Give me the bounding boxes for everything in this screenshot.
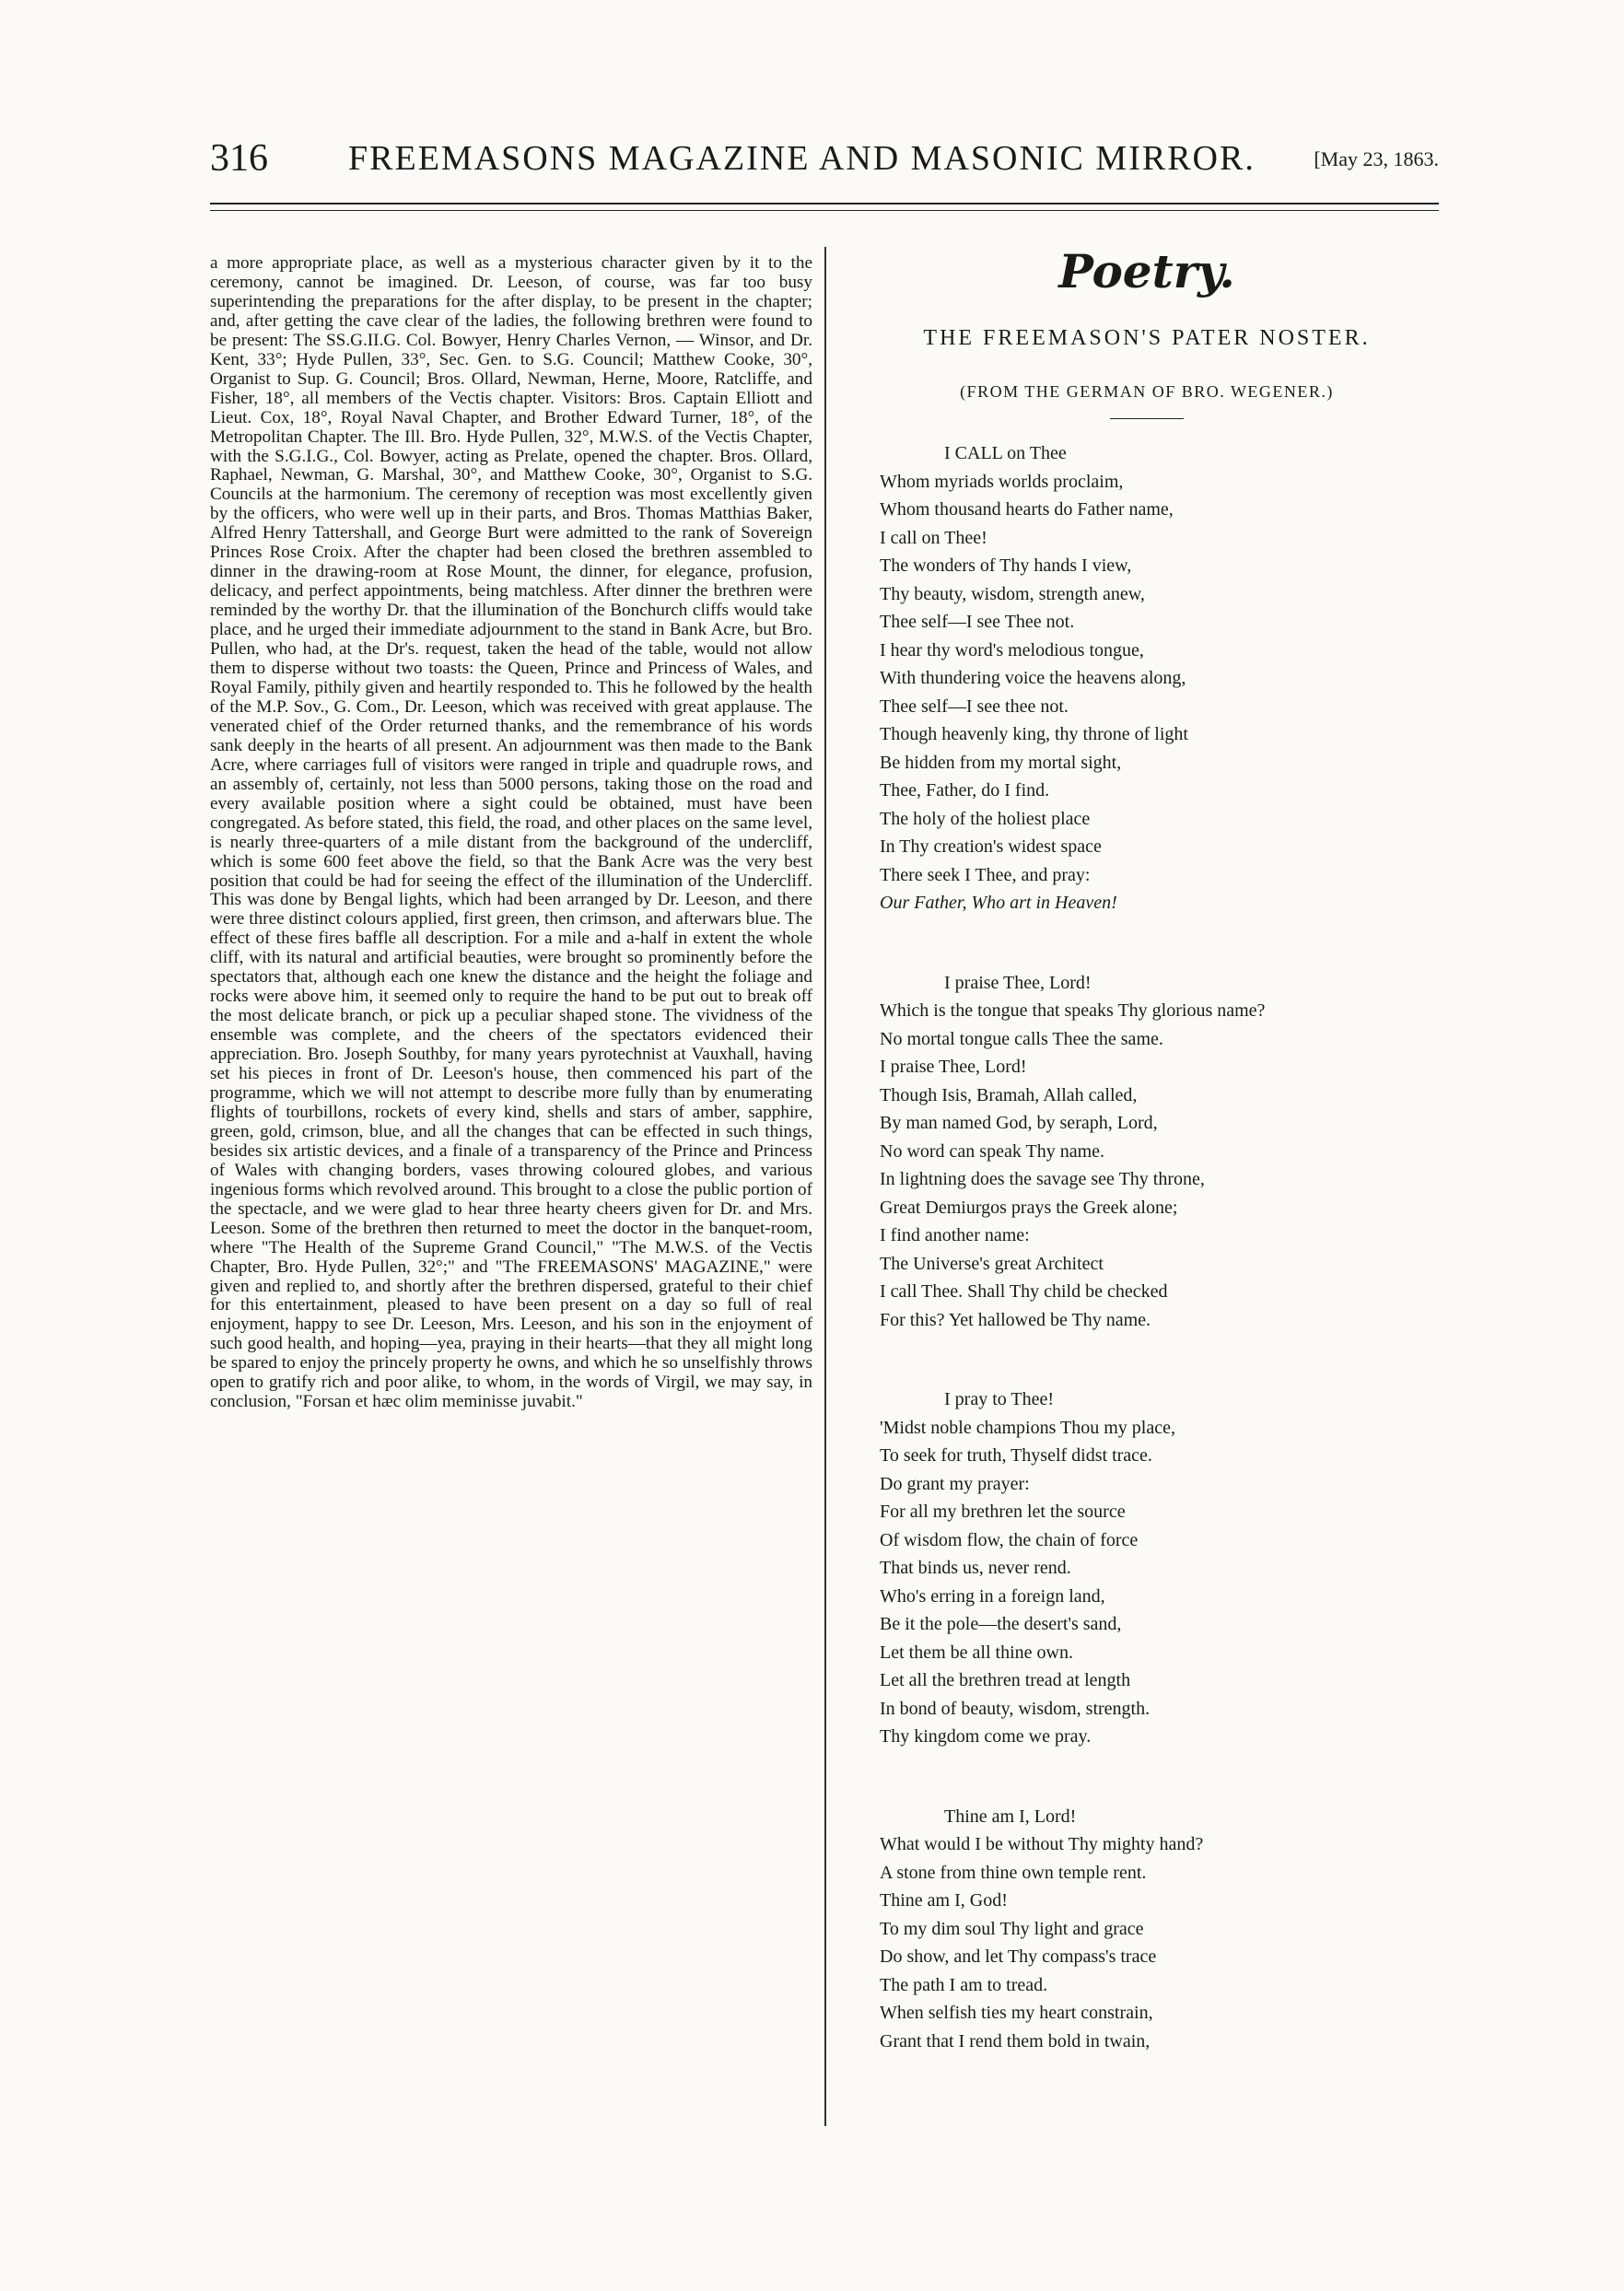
poem-line: I call on Thee! — [880, 527, 987, 548]
poem-stanza — [880, 1803, 1432, 2056]
poetry-section-heading: Poetry. — [1058, 244, 1235, 298]
poem-line: In bond of beauty, wisdom, strength. — [880, 1698, 1151, 1719]
poem-line: Whom myriads worlds proclaim, — [880, 471, 1124, 492]
article-paragraph: a more appropriate place, as well as a mysterious character given by it to the ceremony, cannot be imagined. Dr. Leeson, of course, was far too busy superintending the preparations for the after display, to be present in the chapter; and, after getting the cave clear of the ladies, the following brethren were found to be present: The SS.G.II.G. Col. Bowyer, Henry Charles Vernon, — Winsor, and Dr. Kent, 33°; Hyde Pullen, 33°, Sec. Gen. to S.G. Council; Matthew Cooke, 30°, Organist to Sup. G. Council; Bros. Ollard, Newman, Herne, Moore, Ratcliffe, and Fisher, 18°, all members of the Vectis chapter. Visitors: Bros. Captain Elliott and Lieut. Cox, 18°, Royal Naval Chapter, and Brother Edward Turner, 18°, of the Metropolitan Chapter. The Ill. Bro. Hyde Pullen, 32°, M.W.S. of the Vectis Chapter, with the S.G.I.G., Col. Bowyer, acting as Prelate, opened the chapter. Bros. Ollard, Raphael, Newman, G. Marshal, 30°, and Matthew Cooke, 30°, Organist to S.G. Councils at the harmonium. The ceremony of reception was most excellently given by the officers, who were well up in their parts, and Bros. Thomas Matthias Baker, Alfred Henry Tattershall, and George Burt were admitted to the rank of Sovereign Princes Rose Croix. After the chapter had been closed the brethren assembled to dinner in the drawing-room at Rose Mount, the dinner, for elegance, profusion, delicacy, and perfect appointments, being matchless. After dinner the brethren were reminded by the worthy Dr. that the illumination of the Bonchurch cliffs would take place, and he urged their immediate adjournment to the stand in Bank Acre, but Bro. Pullen, who had, at the Dr's. request, taken the head of the table, would not allow them to disperse without two toasts: the Queen, Prince and Princess of Wales, and Royal Family, pithily given and heartily responded to. This he followed by the health of the M.P. Sov., G. Com., Dr. Leeson, which was received with great applause. The venerated chief of the Order returned thanks, and the remembrance of his words sank deeply in the hearts of all present. An adjournment was then made to the Bank Acre, where carriages full of visitors were ranged in triple and quadruple rows, and an assembly of, certainly, not less than 5000 persons, taking those on the road and every available position where a sight could be obtained, must have been congregated. As before stated, this field, the road, and other places on the same level, is nearly three-quarters of a mile distant from the background of the undercliff, which is some 600 feet above the field, so that the Bank Acre was the very best position that could be had for seeing the effect of the illumination of the Undercliff. This was done by Bengal lights, which had been arranged by Dr. Leeson, and there were three distinct colours applied, first green, then crimson, and afterwars blue. The effect of these fires baffle all description. For a mile and a-half in extent the whole cliff, with its natural and artificial beauties, were brought so prominently before the spectators that, although each one knew the distance and the height the foliage and rocks were above him, it seemed only to require the hand to be put out to break off the most delicate branch, or pick up a peculiar shaped stone. The vividness of the ensemble was complete, and the cheers of the spectators evidenced their appreciation. Bro. Joseph Southby, for many years pyrotechnist at Vauxhall, having set his pieces in front of Dr. Leeson's house, then commenced his part of the programme, which we will not attempt to describe more fully than by enumerating flights of tourbillons, rockets of every kind, shells and stars of amber, sapphire, green, gold, crimson, blue, and all the changes that can be effected in such things, besides six artistic devices, and a finale of a transparency of the Prince and Princess of Wales with changing borders, vases throwing coloured globes, and various ingenious forms which revolved around. This brought to a close the public portion of the spectacle, and we were glad to hear three hearty cheers given for Dr. and Mrs. Leeson. Some of the brethren then returned to meet the doctor in the banquet-room, where "The Health of the Supreme Grand Council," "The M.W.S. of the Vectis Chapter, Bro. Hyde Pullen, 32°;" and "The FREEMASONS' MAGAZINE," were given and replied to, and shortly after the brethren dispersed, grateful to their chief for this entertainment, pleased to have been present on a day so full of real enjoyment, happy to see Dr. Leeson, Mrs. Leeson, and his son in the enjoyment of such good health, and hoping—yea, praying in their hearts—that they all might long be spared to enjoy the princely property he owns, and which he so unselfishly throws open to gratify rich and poor alike, to whom, in the words of Virgil, we may say, in conclusion, "Forsan et hæc olim meminisse juvabit." — [210, 253, 812, 1412]
poem-line: That binds us, never rend. — [880, 1558, 1071, 1578]
poem-line: Who's erring in a foreign land, — [880, 1585, 1105, 1607]
poem-stanza — [880, 1385, 1432, 1751]
poem-line: Be hidden from my mortal sight, — [880, 752, 1122, 773]
poem-line: Thine am I, Lord! — [944, 1806, 1077, 1827]
poem-line: Though Isis, Bramah, Allah called, — [880, 1084, 1138, 1105]
poem-line: Great Demiurgos prays the Greek alone; — [880, 1197, 1178, 1218]
poem-line: Thy beauty, wisdom, strength anew, — [880, 583, 1145, 604]
poem-subtitle: (FROM THE GERMAN OF BRO. WEGENER.) — [960, 382, 1334, 401]
poem-line: Be it the pole—the desert's sand, — [880, 1614, 1122, 1634]
poem-line: Let all the brethren tread at length — [880, 1670, 1131, 1690]
header-rule-secondary — [210, 210, 1439, 211]
poem-line: For all my brethren let the source — [880, 1502, 1126, 1522]
poem-line: In lightning does the savage see Thy throne, — [880, 1169, 1205, 1189]
poem-line: Thee, Father, do I find. — [880, 780, 1050, 801]
poem-stanza — [880, 439, 1432, 918]
poetry-column — [861, 244, 1432, 2107]
poem-line: For this? Yet hallowed be Thy name. — [880, 1309, 1151, 1330]
poem-line: 'Midst noble champions Thou my place, — [880, 1417, 1175, 1438]
poem-line: Which is the tongue that speaks Thy glorious name? — [880, 1000, 1266, 1021]
poem-line: Do show, and let Thy compass's trace — [880, 1946, 1157, 1967]
poem-line: No word can speak Thy name. — [880, 1140, 1105, 1162]
poem-line: I find another name: — [880, 1225, 1030, 1245]
poem-line: The Universe's great Architect — [880, 1253, 1104, 1274]
poem-line: In Thy creation's widest space — [880, 836, 1102, 857]
poem-line: I praise Thee, Lord! — [880, 1057, 1027, 1077]
page-number: 316 — [210, 137, 268, 180]
poem-line: I hear thy word's melodious tongue, — [880, 639, 1144, 660]
poem-line: Of wisdom flow, the chain of force — [880, 1529, 1139, 1550]
poem-line: I CALL on Thee — [944, 443, 1067, 463]
masthead-title: FREEMASONS MAGAZINE AND MASONIC MIRROR. — [348, 139, 1256, 178]
poem-line: No mortal tongue calls Thee the same. — [880, 1028, 1163, 1049]
poem-line: Thee self—I see thee not. — [880, 695, 1069, 717]
poem-line: Thee self—I see Thee not. — [880, 612, 1075, 632]
poem-line: Thine am I, God! — [880, 1890, 1008, 1911]
poem-stanza — [880, 969, 1432, 1335]
poem-line: By man named God, by seraph, Lord, — [880, 1113, 1158, 1133]
poem-line: The path I am to tread. — [880, 1974, 1048, 1995]
poem-line: Whom thousand hearts do Father name, — [880, 499, 1174, 520]
poem-line: I call Thee. Shall Thy child be checked — [880, 1281, 1168, 1302]
poem-line: Let them be all thine own. — [880, 1642, 1073, 1663]
poem-title: THE FREEMASON'S PATER NOSTER. — [923, 326, 1371, 350]
poem-line: When selfish ties my heart constrain, — [880, 2003, 1153, 2023]
poem-line: The holy of the holiest place — [880, 808, 1091, 829]
header-rule — [210, 203, 1439, 205]
column-divider — [824, 247, 826, 2126]
poem-line: Though heavenly king, thy throne of light — [880, 724, 1188, 744]
poem-line: A stone from thine own temple rent. — [880, 1862, 1147, 1883]
poem-line: To seek for truth, Thyself didst trace. — [880, 1445, 1152, 1466]
poem-line: I praise Thee, Lord! — [944, 972, 1092, 993]
poem-title-rule — [1110, 418, 1184, 419]
poem-line: Grant that I rend them bold in twain, — [880, 2030, 1151, 2051]
poem-line: To my dim soul Thy light and grace — [880, 1918, 1144, 1939]
page-header — [210, 136, 1439, 192]
article-column — [210, 254, 812, 1412]
poem-line: The wonders of Thy hands I view, — [880, 555, 1132, 576]
poem-line: Do grant my prayer: — [880, 1473, 1030, 1494]
poem-body — [861, 439, 1432, 2055]
poem-line: I pray to Thee! — [944, 1389, 1055, 1409]
poem-line: With thundering voice the heavens along, — [880, 668, 1186, 688]
poem-line: Our Father, Who art in Heaven! — [880, 893, 1117, 913]
issue-date: [May 23, 1863. — [1314, 147, 1439, 170]
poem-line: What would I be without Thy mighty hand? — [880, 1834, 1204, 1854]
poem-line: There seek I Thee, and pray: — [880, 864, 1091, 885]
poem-line: Thy kingdom come we pray. — [880, 1726, 1092, 1747]
